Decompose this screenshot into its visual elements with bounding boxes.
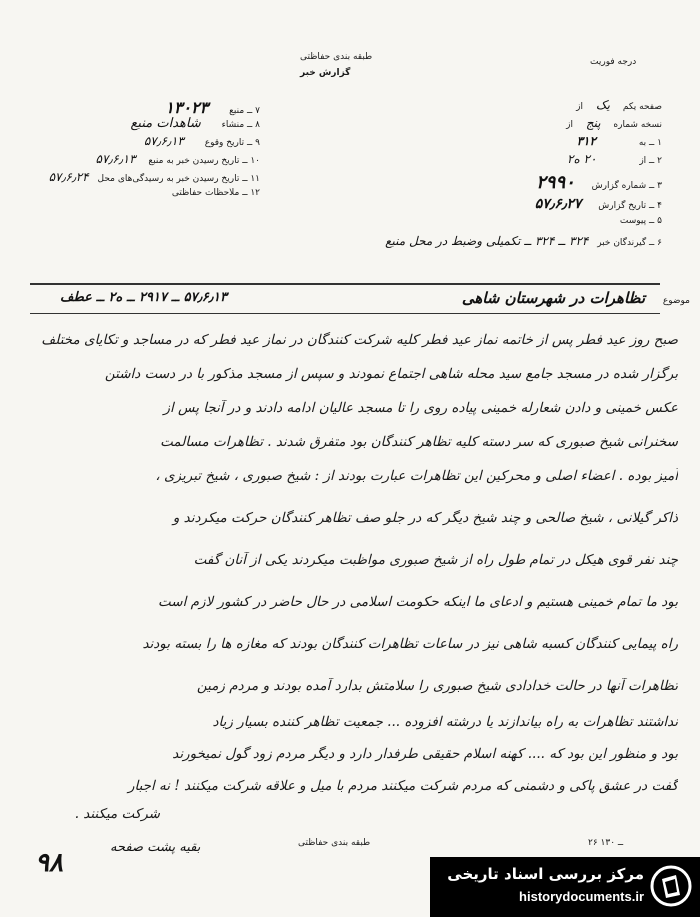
classification-label: درجه فوریت <box>590 57 637 67</box>
body-line: شرکت میکنند . <box>74 806 160 822</box>
watermark-title: مرکز بررسی اسناد تاریخی <box>447 865 644 883</box>
org-top-label: طبقه بندی حفاظتی <box>300 52 373 62</box>
body-line: بود ما تمام خمینی هستیم و ادعای ما اینکه حکومت اسلامی در حال حاضر در کشور لازم است <box>158 594 678 610</box>
watermark-url: historydocuments.ir <box>519 889 644 904</box>
subject-reference: ۵۷٫۶٫۱۳ ــ ۲۹۱۷ ــ ه۲ ــ عطف <box>60 290 227 305</box>
body-line: نداشتند تظاهرات به راه بیاندازند یا درشته افزوده ... جمعیت تظاهر کننده بسیار زیاد <box>212 714 678 730</box>
field-source: ۷ ــ منبع ۱۳۰۲۳ <box>165 98 260 117</box>
field-received-date: ۱۰ ــ تاریخ رسیدن خبر به منبع ۵۷٫۶٫۱۳ <box>95 152 260 166</box>
field-copy-number: نسخه شماره پنج از <box>566 116 662 130</box>
body-line: تظاهرات آنها در حالت خدادادی شیخ صبوری را سلامتش بدارد آمده بودند و مردم زمین <box>196 678 678 694</box>
field-page: صفحه یکم یک از <box>576 98 662 112</box>
divider-subject <box>30 313 660 314</box>
field-report-number: ۳ ــ شماره گزارش ۲۹۹۰ <box>536 172 662 193</box>
field-to: ۱ ــ به ۳۱۲ <box>576 134 662 148</box>
form-code: ۲۶ ــ ۱۳۰ <box>588 838 624 848</box>
body-line: برگزار شده در مسجد جامع سید محله شاهی اجتماع نمودند و سپس از مسجد مذکور با در دست داشتن <box>104 366 678 382</box>
archive-logo-icon <box>650 865 692 907</box>
field-from: ۲ ــ از ۲۰ ه۲ <box>566 152 662 166</box>
field-report-date: ۴ ــ تاریخ گزارش ۵۷٫۶٫۲۷ <box>534 196 662 212</box>
occurrence-date-value: ۵۷٫۶٫۱۳ <box>143 134 184 148</box>
body-line: راه پیمایی کنندگان کسبه شاهی نیز در ساعات تظاهرات کنندگان بودند که مغازه ها را بسته بودند <box>142 636 678 652</box>
subject-label: موضوع <box>662 296 690 306</box>
field-origin: ۸ ــ منشاء شاهدات منبع <box>130 116 260 131</box>
local-received-date-value: ۵۷٫۶٫۲۴ <box>48 170 89 184</box>
body-line: بود و منظور این بود که .... کهنه اسلام حقیقی طرفدار دارد و دیگر مردم زود گول نمیخورند <box>172 746 678 762</box>
bottom-classification: طبقه بندی حفاظتی <box>298 838 371 848</box>
received-date-value: ۵۷٫۶٫۱۳ <box>95 152 136 166</box>
body-line: آمیز بوده . اعضاء اصلی و محرکین این تظاهرات عبارت بودند از : شیخ صبوری ، شیخ تبریزی ، <box>155 468 678 484</box>
body-line: عکس خمینی و دادن شعارله خمینی پیاده روی را تا مسجد عالیان ادامه دادند و در آنجا پس از <box>163 400 678 416</box>
report-type-label: گزارش خبر <box>300 68 351 78</box>
source-value: ۱۳۰۲۳ <box>165 98 209 117</box>
archive-watermark <box>430 857 700 917</box>
divider-top <box>30 283 660 285</box>
body-line: چند نفر قوی هیکل در تمام طول راه از شیخ صبوری مواظبت میکردند یکی از آنان گفت <box>193 552 678 568</box>
continue-note: بقیه پشت صفحه <box>110 840 201 855</box>
origin-value: شاهدات منبع <box>130 116 201 131</box>
subject-value: تظاهرات در شهرستان شاهی <box>461 289 645 307</box>
body-line: گفت در عشق پاکی و دشمنی که مردم شرکت میکنند مردم با میل و علاقه شرکت میکنند ! نه اجبار <box>127 778 678 794</box>
field-local-received-date: ۱۱ ــ تاریخ رسیدن خبر به رسیدگی‌های محل ۵۷٫۶٫۲۴ <box>48 170 260 184</box>
body-line: صبح روز عید فطر پس از خاتمه نماز عید فطر کلیه شرکت کنندگان در نماز عید فطر که در مساجد و تکایای مختلف <box>41 332 678 348</box>
field-attachment: ۵ ــ پیوست <box>619 216 662 226</box>
page-number: ۹۸ <box>35 848 63 878</box>
field-recipients: ۶ ــ گیرندگان خبر ۳۲۴ ــ ۳۲۴ ــ تکمیلی وضبط در محل منبع <box>385 234 662 248</box>
field-occurrence-date: ۹ ــ تاریخ وقوع ۵۷٫۶٫۱۳ <box>143 134 260 148</box>
body-line: سخنرانی شیخ صبوری که سر دسته کلیه تظاهر کنندگان بود متفرق شدند . تظاهرات مسالمت <box>160 434 678 450</box>
body-line: ذاکر گیلانی ، شیخ صالحی و چند شیخ دیگر که در جلو صف تظاهر کنندگان حرکت میکردند و <box>172 510 678 526</box>
field-security-notes: ۱۲ ــ ملاحظات حفاظتی <box>171 188 260 198</box>
